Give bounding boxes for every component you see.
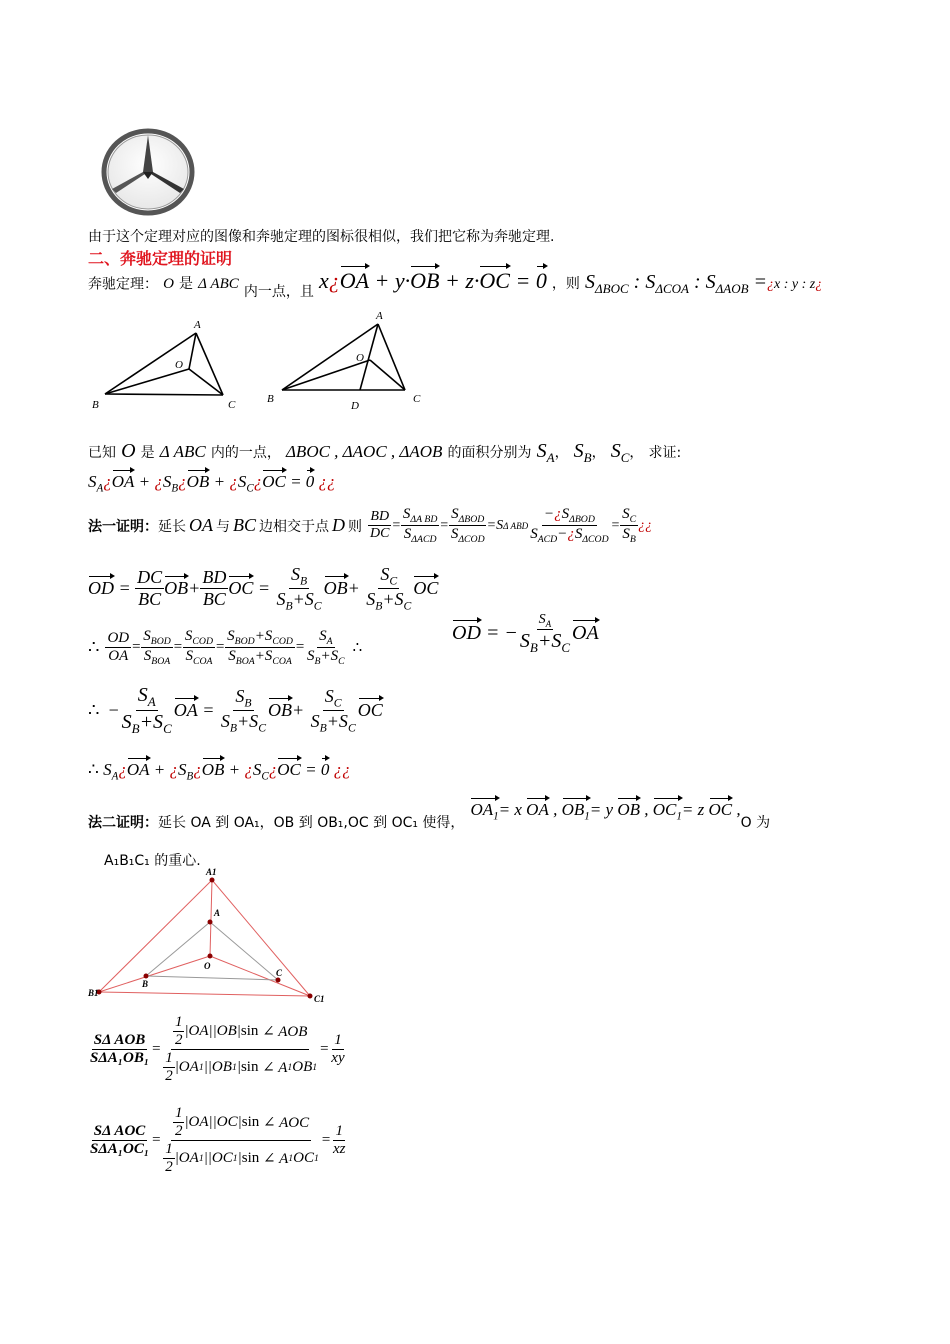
given-t1: 已知: [88, 445, 116, 461]
theorem-line: [88, 268, 822, 300]
s-c: $S_C$: [610, 440, 630, 465]
triangle-abc: Δ ABC: [198, 276, 239, 292]
theorem-text1: 是: [179, 276, 194, 292]
given-t5: 求证:: [648, 445, 682, 461]
fig2-label-c: C: [413, 393, 421, 405]
fig1-label-a: A: [194, 319, 201, 331]
fig3-label-c: C: [276, 968, 283, 978]
given-line: 已知 O 是 Δ ABC 内的一点， ΔBOC , ΔAOC , ΔAOB 的面积分别为 $S_A$， $S_B$， $S_C$， 求证:: [88, 440, 682, 465]
od-oa-ratio: ∴ $\frac{OD}{OA}$ = $\frac{S_{BOD}}{S_{BOA}}$ = $\frac{S_{COD}}{S_{COA}}$ = $\frac{S_{BOD}+S_{COD}}{S_{BOA}+S_{COA}}$ = $\frac{S_A}{S_B+S_C}$ ∴: [88, 628, 363, 667]
conclusion-equation: ∴ $S_A¿OA$ + ¿$S_B¿OB$ + ¿$S_C¿OC = 0$ ¿¿: [88, 760, 351, 783]
theorem-text2: 内一点，且: [243, 284, 314, 300]
goal-equation: $S_A¿OA$ + ¿$S_B¿OB$ + ¿$S_C¿OC = 0$ ¿¿: [88, 472, 336, 495]
area-ratio: $S_{\Delta BOC}$ : $S_{\Delta COA}$ : $S_{\Delta AOB}$ =¿x : y : z¿: [585, 271, 823, 296]
logo-caption: 由于这个定理对应的图像和奔驰定理的图标很相似，我们把它称为奔驰定理.: [88, 229, 555, 245]
figure-triangle-1: [88, 316, 248, 416]
od-equals: OD = − $\frac{S_A}{S_B+S_C}$ OA: [452, 612, 599, 655]
fig2-label-o: O: [356, 352, 364, 364]
figure-triangle-2: [262, 310, 432, 415]
given-t3: 内的一点，: [210, 445, 281, 461]
fig1-label-b: B: [92, 399, 99, 411]
given-t4: 的面积分别为: [447, 445, 532, 461]
fig3-label-b1: B1: [88, 988, 99, 998]
theorem-text3: ，则: [551, 276, 580, 292]
given-triangles: ΔBOC , ΔAOC , ΔAOB: [285, 442, 443, 461]
fig2-label-d: D: [351, 400, 359, 412]
fig2-label-b: B: [267, 393, 274, 405]
method2-text: 延长 OA 到 OA₁，OB 到 OB₁,OC 到 OC₁ 使得，: [158, 815, 465, 832]
method1-oa: OA: [189, 515, 213, 535]
given-o: O: [121, 440, 136, 462]
section-heading: 二、奔驰定理的证明: [88, 249, 233, 268]
method1-t4: 则: [348, 518, 363, 535]
method1-t2: 与: [216, 518, 230, 535]
method1-line: [88, 506, 652, 545]
fig3-label-a1: A1: [206, 867, 217, 877]
point-o: O: [163, 276, 174, 292]
vector-equation: x¿OA + y·OB + z·OC = 0: [318, 268, 547, 293]
figure-centroid: [86, 867, 336, 1010]
fig3-label-o: O: [204, 961, 211, 971]
method1-d: D: [332, 515, 346, 535]
s-a: $S_A$: [536, 440, 555, 465]
method2-line: [88, 800, 771, 832]
fig1-label-o: O: [175, 359, 183, 371]
scaled-vectors: $OA_1= x$ OA , $OB_1= y$ OB , $OC_1= z$ OC ,: [470, 800, 741, 823]
given-t2: 是: [140, 445, 155, 461]
fig2-label-a: A: [376, 310, 383, 322]
method2-label: 法二证明：: [88, 815, 158, 832]
area-formula-aob: $\frac{\text{SΔ AOB}}{\text{SΔA₁OB₁}}$ = $\frac{1}{2}$ |OA||OB| sin ∠ AOB $\frac{1}{2}$ |OA 1 ||OB 1 | sin ∠ A 1 OB 1 = $\frac{1}{xy}$: [90, 1014, 345, 1084]
od-decomposition: OD = $\frac{DC}{BC}$ OB + $\frac{BD}{BC}$ OC = $\frac{S_B}{S_B+S_C}$ OB + $\frac{S_C}{S_B+S_C}$ OC: [88, 564, 439, 613]
area-formula-aoc: $\frac{\text{SΔ AOC}}{\text{SΔA₁OC₁}}$ = $\frac{1}{2}$ |OA||OC| sin ∠ AOC $\frac{1}{2}$ |OA 1 ||OC 1 | sin ∠ A 1 OC 1 = $\frac{1}{xz}$: [90, 1105, 346, 1175]
method2-line2: A₁B₁C₁ 的重心.: [104, 853, 201, 869]
given-abc: Δ ABC: [159, 442, 206, 461]
method2-tail: O 为: [740, 815, 771, 832]
combined-equation: ∴ − $\frac{S_A}{S_B+S_C}$ OA = $\frac{S_B}{S_B+S_C}$ OB + $\frac{S_C}{S_B+S_C}$ OC: [88, 684, 383, 736]
method1-label: 法一证明：: [88, 518, 158, 535]
mercedes-logo: [100, 127, 196, 217]
fig3-label-b: B: [142, 979, 149, 989]
bd-dc-ratio: $\frac{BD}{DC}$ = $\frac{S_{\Delta A BD}}{S_{\Delta ACD}}$ = $\frac{S_{\Delta BOD}}{S_{\Delta COD}}$ =S Δ ABD $\frac{-¿S_{\Delta BOD}}{S_{ACD}-¿S_{\Delta COD}}$ = $\frac{S_C}{S_B}$ ¿¿: [370, 506, 653, 545]
method1-bc: BC: [233, 515, 257, 535]
fig3-label-a: A: [214, 908, 221, 918]
fig3-label-c1: C1: [314, 994, 325, 1004]
fig1-label-c: C: [228, 399, 236, 411]
theorem-prefix: 奔驰定理：: [88, 276, 158, 293]
method1-t1: 延长: [158, 518, 186, 535]
s-b: $S_B$: [573, 440, 592, 465]
method1-t3: 边相交于点: [259, 518, 330, 535]
